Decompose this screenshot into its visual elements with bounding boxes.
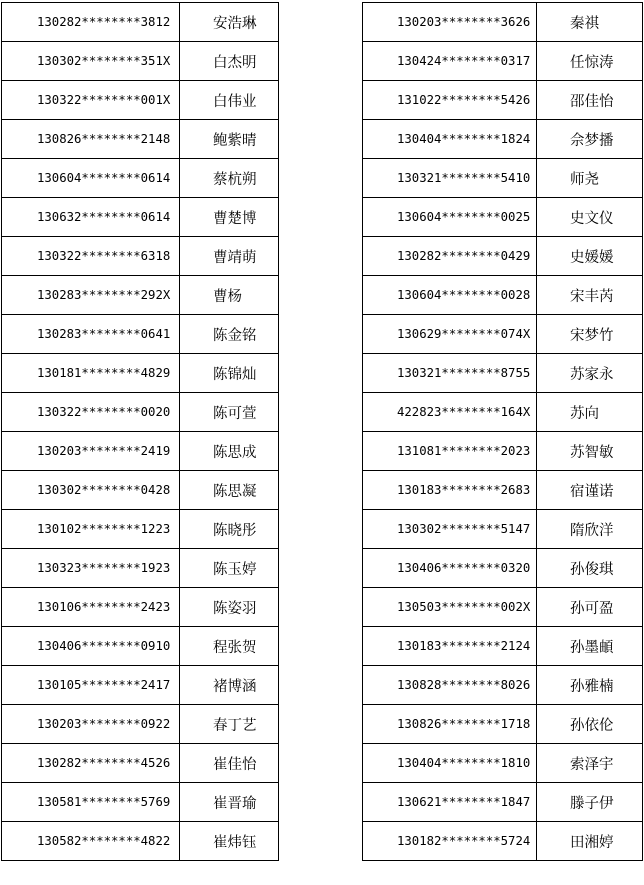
student-name-cell: 鲍紫晴: [180, 120, 279, 159]
student-name-cell: 隋欣洋: [537, 510, 643, 549]
id-number-cell: 130404********1810: [363, 744, 537, 783]
id-number-cell: 130321********8755: [363, 354, 537, 393]
table-row: [2, 393, 279, 432]
student-name-cell: 宿谨诺: [537, 471, 643, 510]
table-row: [363, 822, 643, 861]
student-name-cell: 程张贺: [180, 627, 279, 666]
student-name-cell: 春丁艺: [180, 705, 279, 744]
table-row: [363, 81, 643, 120]
id-number-cell: 130582********4822: [2, 822, 180, 861]
student-name-cell: 崔炜钰: [180, 822, 279, 861]
id-number-cell: 130283********292X: [2, 276, 180, 315]
student-name-cell: 陈姿羽: [180, 588, 279, 627]
table-row: [2, 471, 279, 510]
student-name-cell: 史媛媛: [537, 237, 643, 276]
table-row: [363, 705, 643, 744]
id-number-cell: 130203********2419: [2, 432, 180, 471]
student-name-cell: 孙可盈: [537, 588, 643, 627]
table-row: [2, 705, 279, 744]
student-name-cell: 孙墨頔: [537, 627, 643, 666]
id-number-cell: 130404********1824: [363, 120, 537, 159]
table-row: [2, 237, 279, 276]
id-number-cell: 130604********0025: [363, 198, 537, 237]
table-row: [363, 588, 643, 627]
id-number-cell: 131081********2023: [363, 432, 537, 471]
table-row: [2, 588, 279, 627]
id-number-cell: 130604********0028: [363, 276, 537, 315]
table-row: [2, 198, 279, 237]
table-row: [363, 627, 643, 666]
table-row: [2, 159, 279, 198]
student-name-cell: 陈晓彤: [180, 510, 279, 549]
student-name-cell: 佘梦播: [537, 120, 643, 159]
table-row: [2, 315, 279, 354]
id-number-cell: 130203********0922: [2, 705, 180, 744]
student-name-cell: 曹楚博: [180, 198, 279, 237]
student-name-cell: 史文仪: [537, 198, 643, 237]
roster-table-left: [1, 2, 279, 861]
student-name-cell: 崔佳怡: [180, 744, 279, 783]
table-row: [2, 120, 279, 159]
student-name-cell: 师尧: [537, 159, 643, 198]
table-row: [2, 81, 279, 120]
id-number-cell: 130632********0614: [2, 198, 180, 237]
student-name-cell: 崔晋瑜: [180, 783, 279, 822]
student-name-cell: 蔡杭朔: [180, 159, 279, 198]
id-number-cell: 130322********0020: [2, 393, 180, 432]
table-row: [2, 627, 279, 666]
student-name-cell: 陈锦灿: [180, 354, 279, 393]
student-name-cell: 宋梦竹: [537, 315, 643, 354]
table-row: [363, 237, 643, 276]
student-name-cell: 索泽宇: [537, 744, 643, 783]
table-row: [2, 666, 279, 705]
student-name-cell: 曹靖萌: [180, 237, 279, 276]
id-number-cell: 130302********351X: [2, 42, 180, 81]
student-name-cell: 白杰明: [180, 42, 279, 81]
table-row: [2, 432, 279, 471]
student-name-cell: 苏家永: [537, 354, 643, 393]
id-number-cell: 130406********0910: [2, 627, 180, 666]
table-row: [363, 432, 643, 471]
id-number-cell: 130302********5147: [363, 510, 537, 549]
table-row: [2, 510, 279, 549]
id-number-cell: 130282********4526: [2, 744, 180, 783]
table-row: [2, 42, 279, 81]
table-row: [2, 3, 279, 42]
id-number-cell: 422823********164X: [363, 393, 537, 432]
table-row: [363, 315, 643, 354]
student-name-cell: 邵佳怡: [537, 81, 643, 120]
id-number-cell: 130182********5724: [363, 822, 537, 861]
id-number-cell: 130424********0317: [363, 42, 537, 81]
table-row: [363, 666, 643, 705]
id-number-cell: 130302********0428: [2, 471, 180, 510]
student-name-cell: 任惊涛: [537, 42, 643, 81]
table-row: [363, 159, 643, 198]
student-name-cell: 滕子伊: [537, 783, 643, 822]
table-row: [363, 354, 643, 393]
table-row: [363, 549, 643, 588]
id-number-cell: 130621********1847: [363, 783, 537, 822]
student-name-cell: 宋丰芮: [537, 276, 643, 315]
roster-right-body: [363, 3, 643, 861]
student-name-cell: 陈玉婷: [180, 549, 279, 588]
id-number-cell: 130282********0429: [363, 237, 537, 276]
student-name-cell: 白伟业: [180, 81, 279, 120]
id-number-cell: 130826********2148: [2, 120, 180, 159]
table-row: [363, 510, 643, 549]
table-row: [363, 3, 643, 42]
id-number-cell: 130581********5769: [2, 783, 180, 822]
id-number-cell: 130828********8026: [363, 666, 537, 705]
id-number-cell: 130503********002X: [363, 588, 537, 627]
id-number-cell: 130322********6318: [2, 237, 180, 276]
student-name-cell: 孙依伦: [537, 705, 643, 744]
id-number-cell: 130183********2124: [363, 627, 537, 666]
student-name-cell: 陈可萱: [180, 393, 279, 432]
table-row: [2, 822, 279, 861]
id-number-cell: 130323********1923: [2, 549, 180, 588]
id-number-cell: 130629********074X: [363, 315, 537, 354]
id-number-cell: 131022********5426: [363, 81, 537, 120]
table-row: [2, 354, 279, 393]
student-name-cell: 陈思成: [180, 432, 279, 471]
student-name-cell: 曹杨: [180, 276, 279, 315]
id-number-cell: 130203********3626: [363, 3, 537, 42]
student-name-cell: 陈金铭: [180, 315, 279, 354]
table-row: [2, 549, 279, 588]
id-number-cell: 130102********1223: [2, 510, 180, 549]
student-name-cell: 孙俊琪: [537, 549, 643, 588]
id-number-cell: 130106********2423: [2, 588, 180, 627]
student-name-cell: 陈思凝: [180, 471, 279, 510]
table-row: [2, 276, 279, 315]
id-number-cell: 130321********5410: [363, 159, 537, 198]
student-name-cell: 安浩琳: [180, 3, 279, 42]
table-row: [363, 42, 643, 81]
table-row: [363, 471, 643, 510]
id-number-cell: 130183********2683: [363, 471, 537, 510]
table-row: [363, 783, 643, 822]
id-number-cell: 130282********3812: [2, 3, 180, 42]
id-number-cell: 130105********2417: [2, 666, 180, 705]
table-row: [2, 783, 279, 822]
student-name-cell: 褚博涵: [180, 666, 279, 705]
id-number-cell: 130826********1718: [363, 705, 537, 744]
student-name-cell: 田湘婷: [537, 822, 643, 861]
id-number-cell: 130181********4829: [2, 354, 180, 393]
student-name-cell: 秦祺: [537, 3, 643, 42]
student-name-cell: 苏智敏: [537, 432, 643, 471]
id-number-cell: 130604********0614: [2, 159, 180, 198]
roster-table-right: [362, 2, 643, 861]
table-row: [2, 744, 279, 783]
roster-left-body: [2, 3, 279, 861]
id-number-cell: 130283********0641: [2, 315, 180, 354]
table-row: [363, 744, 643, 783]
student-name-cell: 苏向: [537, 393, 643, 432]
student-name-cell: 孙雅楠: [537, 666, 643, 705]
id-number-cell: 130322********001X: [2, 81, 180, 120]
table-row: [363, 393, 643, 432]
table-row: [363, 120, 643, 159]
table-row: [363, 198, 643, 237]
id-number-cell: 130406********0320: [363, 549, 537, 588]
table-row: [363, 276, 643, 315]
